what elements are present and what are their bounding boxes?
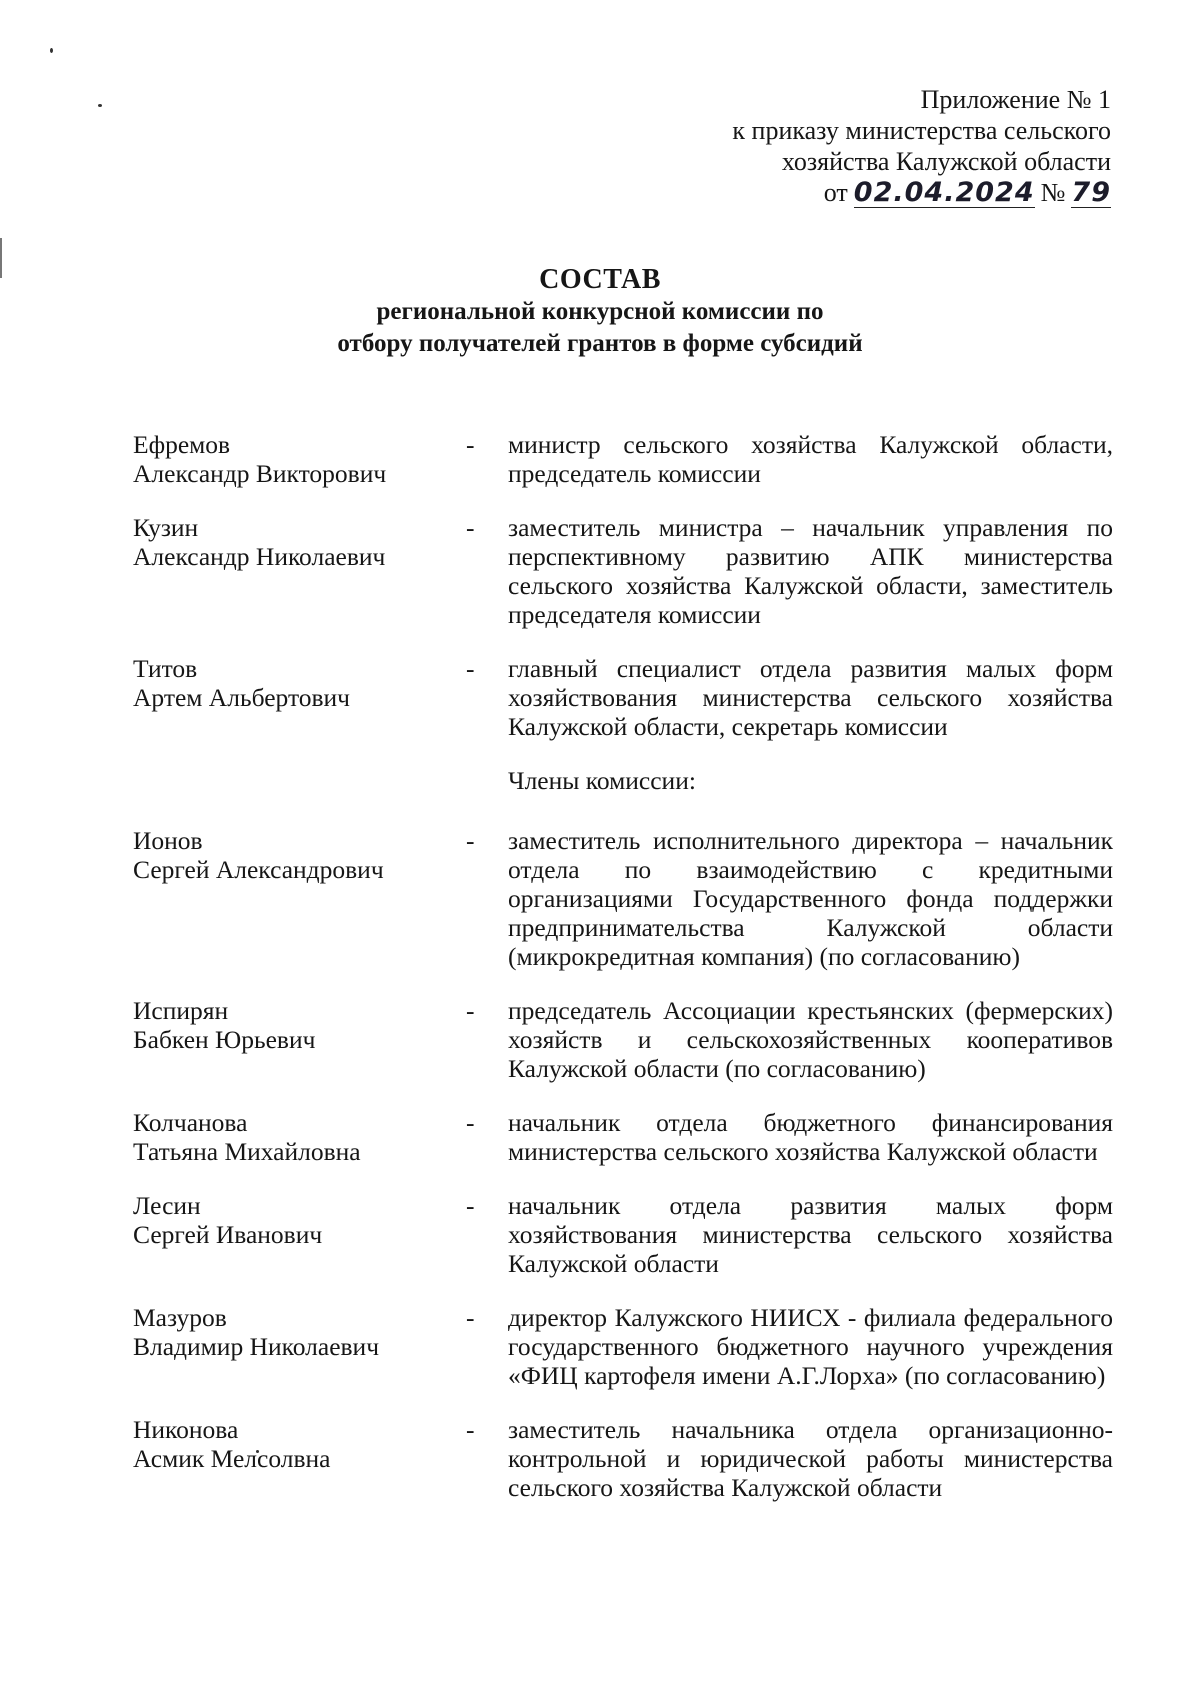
member-given-names: Владимир Николаевич [133,1332,380,1361]
members-heading: Члены комиссии: [508,766,696,795]
member-given-names: Асмик Мелсолвна [133,1444,331,1473]
member-name [133,826,466,971]
separator-dash: - [466,1108,475,1137]
member-given-names: Сергей Иванович [133,1220,323,1249]
member-given-names: Александр Викторович [133,459,387,488]
member-role: председатель Ассоциации крестьянских (фермерских) хозяйств и сельскохозяйственных кооперативов Калужской области (по согласованию) [508,996,1113,1083]
member-surname: Колчанова [133,1108,248,1137]
member-role: главный специалист отдела развития малых форм хозяйствования министерства сельского хозяйства Калужской области, секретарь комиссии [508,654,1113,741]
member-surname: Кузин [133,513,199,542]
member-given-names: Александр Николаевич [133,542,386,571]
member-name [133,513,466,629]
member-name [133,996,466,1083]
separator-dash: - [466,430,475,459]
date-prefix: от [823,178,848,207]
member-name [133,1108,466,1166]
member-role: директор Калужского НИИСХ - филиала федерального государственного бюджетного научного учреждения «ФИЦ картофеля имени А.Г.Лорха» (по согласованию) [508,1303,1113,1390]
member-role: начальник отдела бюджетного финансирования министерства сельского хозяйства Калужской области [508,1108,1113,1166]
commission-member [133,1191,1113,1278]
member-given-names: Бабкен Юрьевич [133,1025,316,1054]
member-role: заместитель начальника отдела организационно-контрольной и юридической работы министерства сельского хозяйства Калужской области [508,1415,1113,1502]
separator-dash: - [466,654,475,683]
member-surname: Ионов [133,826,203,855]
handwritten-order-number: 79 [1071,177,1111,208]
member-given-names: Артем Альбертович [133,683,351,712]
member-given-names: Татьяна Михайловна [133,1137,361,1166]
scan-speck [98,104,102,107]
member-surname: Ефремов [133,430,231,459]
separator-dash: - [466,513,475,542]
document-title-block [0,264,1200,360]
order-reference-line: к приказу министерства сельского [732,116,1111,145]
member-name [133,430,466,488]
member-name [133,654,466,741]
commission-member [133,1108,1113,1166]
commission-member [133,826,1113,971]
document-title: СОСТАВ [539,264,661,295]
separator-dash: - [466,1415,475,1444]
member-role: начальник отдела развития малых форм хозяйствования министерства сельского хозяйства Калужской области [508,1191,1113,1278]
separator-dash: - [466,826,475,855]
member-surname: Мазуров [133,1303,227,1332]
member-role: заместитель министра – начальник управления по перспективному развитию АПК министерства сельского хозяйства Калужской области, заместитель председателя комиссии [508,513,1113,629]
number-prefix: № [1040,178,1066,207]
commission-composition [133,430,1113,1527]
commission-member [133,513,1113,629]
member-surname: Никонова [133,1415,239,1444]
member-surname: Лесин [133,1191,201,1220]
member-given-names: Сергей Александрович [133,855,384,884]
member-name [133,1415,466,1502]
appendix-header [591,84,1111,208]
member-name [133,1191,466,1278]
ministry-line: хозяйства Калужской области [781,147,1111,176]
commission-member [133,1415,1113,1502]
document-subtitle-line-2: отбору получателей грантов в форме субсидий [337,330,863,357]
commission-member [133,430,1113,488]
document-subtitle-line-1: региональной конкурсной комиссии по [376,298,824,325]
member-surname: Испирян [133,996,229,1025]
scan-speck [50,48,53,53]
separator-dash: - [466,1303,475,1332]
order-date-line [591,177,1111,208]
commission-member [133,1303,1113,1390]
separator-dash: - [466,996,475,1025]
commission-member [133,996,1113,1083]
separator-dash: - [466,1191,475,1220]
member-name [133,1303,466,1390]
member-surname: Титов [133,654,198,683]
appendix-number: Приложение № 1 [920,85,1111,114]
commission-member [133,654,1113,741]
member-role: заместитель исполнительного директора – начальник отдела по взаимодействию с кредитными организациями Государственного фонда поддержки предпринимательства Калужской области (микрокредитная компания) (по согласованию) [508,826,1113,971]
member-role: министр сельского хозяйства Калужской области, председатель комиссии [508,430,1113,488]
handwritten-date: 02.04.2024 [853,177,1035,208]
